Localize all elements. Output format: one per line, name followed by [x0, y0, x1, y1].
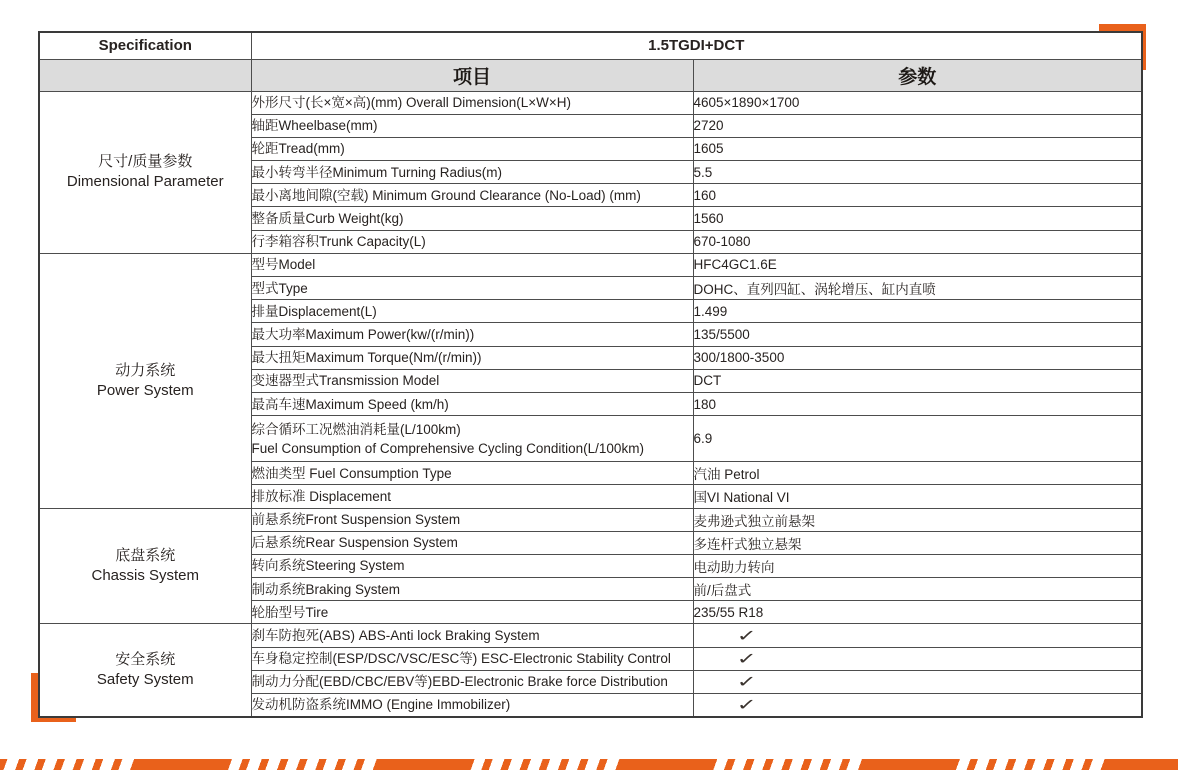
- spec-table-body: [39, 91, 1142, 717]
- value-cell: [693, 161, 1142, 184]
- value-cell: [693, 91, 1142, 114]
- category-name-en: Chassis System: [91, 566, 200, 584]
- category-name-en: Dimensional Parameter: [66, 173, 224, 191]
- value-cell: [693, 230, 1142, 253]
- value-text: 1560: [693, 211, 724, 227]
- engine-variant-header-cell: 1.5TGDI+DCT: [251, 32, 1142, 59]
- category-name-en: Power System: [96, 381, 194, 399]
- item-cell: 制动系统Braking System: [251, 578, 693, 601]
- value-text: 多连杆式独立悬架: [693, 536, 802, 552]
- item-cell: 型式Type: [251, 277, 693, 300]
- value-cell: [693, 462, 1142, 485]
- category-cell: [39, 624, 251, 717]
- item-cell: 外形尺寸(长×宽×高)(mm) Overall Dimension(L×W×H): [251, 91, 693, 114]
- item-cell: 燃油类型 Fuel Consumption Type: [251, 462, 693, 485]
- value-cell: [693, 554, 1142, 577]
- value-cell: [693, 346, 1142, 369]
- item-cell: [251, 416, 693, 462]
- value-text: 麦弗逊式独立前悬架: [693, 513, 815, 529]
- value-text: 1.499: [693, 303, 728, 319]
- category-name-zh: 安全系统: [115, 651, 176, 669]
- param-column-header: 参数: [693, 59, 1142, 91]
- item-cell: 制动力分配(EBD/CBC/EBV等)EBD-Electronic Brake force Distribution: [251, 670, 693, 693]
- value-text: 4605×1890×1700: [693, 95, 800, 111]
- value-cell: [693, 601, 1142, 624]
- check-cell: [693, 694, 1142, 717]
- item-cell: 型号Model: [251, 253, 693, 276]
- item-line1: 综合循环工况燃油消耗量(L/100km): [251, 421, 461, 437]
- value-cell: [693, 416, 1142, 462]
- item-cell: 整备质量Curb Weight(kg): [251, 207, 693, 230]
- value-cell: [693, 369, 1142, 392]
- check-cell: [693, 670, 1142, 693]
- category-name-zh: 尺寸/质量参数: [98, 153, 193, 171]
- value-text: 300/1800-3500: [693, 350, 785, 366]
- value-cell: [693, 485, 1142, 508]
- item-cell: 刹车防抱死(ABS) ABS-Anti lock Braking System: [251, 624, 693, 647]
- value-text: 235/55 R18: [693, 604, 764, 620]
- item-cell: 轴距Wheelbase(mm): [251, 114, 693, 137]
- value-text: 180: [693, 396, 717, 412]
- value-cell: [693, 114, 1142, 137]
- value-cell: [693, 578, 1142, 601]
- category-cell: [39, 253, 251, 508]
- value-text: 670-1080: [693, 234, 751, 250]
- spec-header-cell: Specification: [39, 32, 251, 59]
- category-name-zh: 底盘系统: [115, 546, 176, 564]
- table-row: [39, 91, 1142, 114]
- value-cell: [693, 207, 1142, 230]
- category-name-en: Safety System: [96, 671, 194, 689]
- category-name-zh: 动力系统: [115, 361, 176, 379]
- item-cell: 最大扭矩Maximum Torque(Nm/(r/min)): [251, 346, 693, 369]
- check-icon: ✓: [736, 650, 757, 668]
- item-cell: 排量Displacement(L): [251, 300, 693, 323]
- value-cell: [693, 392, 1142, 415]
- value-cell: [693, 137, 1142, 160]
- item-cell: 变速器型式Transmission Model: [251, 369, 693, 392]
- footer-hazard-stripe: [0, 759, 1178, 770]
- check-icon: ✓: [736, 696, 757, 714]
- value-text: DCT: [693, 373, 722, 389]
- value-text: 电动助力转向: [693, 559, 775, 575]
- value-cell: [693, 184, 1142, 207]
- table-title-row: [39, 32, 1142, 59]
- item-cell: 最高车速Maximum Speed (km/h): [251, 392, 693, 415]
- check-icon: ✓: [736, 627, 757, 645]
- table-row: [39, 253, 1142, 276]
- value-text: 160: [693, 187, 717, 203]
- value-cell: [693, 277, 1142, 300]
- value-text: HFC4GC1.6E: [693, 257, 777, 273]
- value-text: 2720: [693, 118, 724, 134]
- value-cell: [693, 531, 1142, 554]
- item-cell: 前悬系统Front Suspension System: [251, 508, 693, 531]
- value-cell: [693, 300, 1142, 323]
- value-text: 6.9: [693, 431, 713, 447]
- value-cell: [693, 253, 1142, 276]
- table-row: [39, 624, 1142, 647]
- item-cell: 转向系统Steering System: [251, 554, 693, 577]
- value-text: 汽油 Petrol: [693, 467, 760, 483]
- item-cell: 最大功率Maximum Power(kw/(r/min)): [251, 323, 693, 346]
- item-cell: 发动机防盗系统IMMO (Engine Immobilizer): [251, 694, 693, 717]
- table-row: [39, 508, 1142, 531]
- item-cell: 排放标准 Displacement: [251, 485, 693, 508]
- item-cell: 车身稳定控制(ESP/DSC/VSC/ESC等) ESC-Electronic Stability Control: [251, 647, 693, 670]
- value-cell: [693, 323, 1142, 346]
- specification-table: [38, 31, 1143, 718]
- category-cell: [39, 508, 251, 624]
- item-line2: Fuel Consumption of Comprehensive Cycling Condition(L/100km): [251, 440, 644, 456]
- check-cell: [693, 624, 1142, 647]
- category-cell: [39, 91, 251, 253]
- value-text: 135/5500: [693, 326, 750, 342]
- check-icon: ✓: [736, 673, 757, 691]
- value-text: 前/后盘式: [693, 583, 752, 599]
- value-cell: [693, 508, 1142, 531]
- column-header-row: [39, 59, 1142, 91]
- item-cell: 最小离地间隙(空载) Minimum Ground Clearance (No-Load) (mm): [251, 184, 693, 207]
- value-text: DOHC、直列四缸、涡轮增压、缸内直喷: [693, 282, 936, 298]
- item-cell: 最小转弯半径Minimum Turning Radius(m): [251, 161, 693, 184]
- value-text: 5.5: [693, 164, 713, 180]
- item-cell: 轮距Tread(mm): [251, 137, 693, 160]
- empty-header-cell: [39, 59, 251, 91]
- item-cell: 轮胎型号Tire: [251, 601, 693, 624]
- value-text: 国VI National VI: [693, 490, 790, 506]
- item-cell: 后悬系统Rear Suspension System: [251, 531, 693, 554]
- value-text: 1605: [693, 141, 724, 157]
- item-column-header: 项目: [251, 59, 693, 91]
- item-cell: 行李箱容积Trunk Capacity(L): [251, 230, 693, 253]
- check-cell: [693, 647, 1142, 670]
